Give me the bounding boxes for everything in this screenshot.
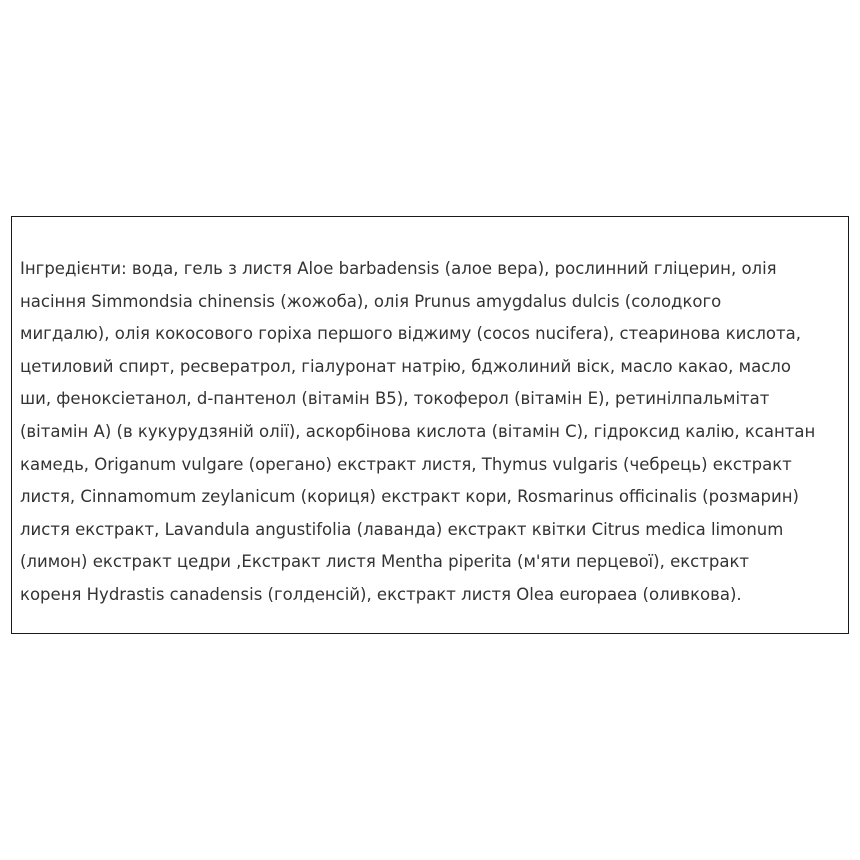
ingredients-line: мигдалю), олія кокосового горіха першого віджиму (cocos nucifera), стеаринова кислота, <box>20 324 801 344</box>
ingredients-line: ши, феноксіетанол, d-пантенол (вітамін B5), токоферол (вітамін E), ретинілпальмітат <box>20 389 770 409</box>
ingredients-line: цетиловий спирт, ресвератрол, гіалуронат натрію, бджолиний віск, масло какао, масло <box>20 356 791 376</box>
ingredients-line: камедь, Origanum vulgare (орегано) екстракт листя, Thymus vulgaris (чебрець) екстракт <box>20 454 792 474</box>
ingredients-line: кореня Hydrastis canadensis (голденсій), екстракт листя Olea europaea (оливкова). <box>20 584 742 604</box>
ingredients-line: (вітамін A) (в кукурудзяній олії), аскорбінова кислота (вітамін C), гідроксид калію, ксантан <box>20 421 816 441</box>
ingredients-text <box>20 253 844 612</box>
ingredients-line: Інгредієнти: вода, гель з листя Aloe barbadensis (алое вера), рослинний гліцерин, олія <box>20 259 777 278</box>
ingredients-line: листя, Cinnamomum zeylanicum (кориця) екстракт кори, Rosmarinus officinalis (розмарин) <box>20 487 799 507</box>
ingredients-line: листя екстракт, Lavandula angustifolia (лаванда) екстракт квітки Citrus medica limonum <box>20 519 784 539</box>
ingredients-line: (лимон) екстракт цедри ,Екстракт листя Mentha piperita (м'яти перцевої), екстракт <box>20 552 750 572</box>
ingredients-line: насіння Simmondsia chinensis (жожоба), олія Prunus amygdalus dulcis (солодкого <box>20 291 722 311</box>
ingredients-box <box>11 216 849 634</box>
